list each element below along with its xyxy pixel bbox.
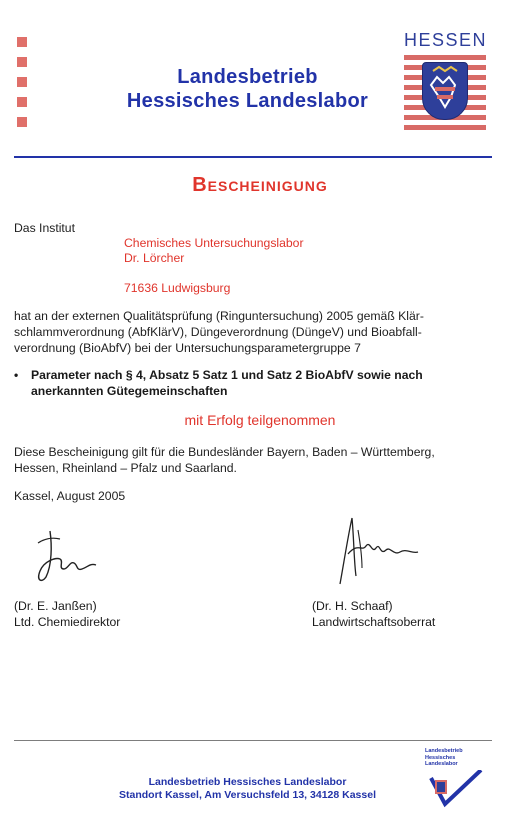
signature-right-icon [318, 512, 428, 592]
body-line: verordnung (BioAbfV) bei der Untersuchungsparametergruppe 7 [14, 341, 361, 355]
parameter-bullet [31, 368, 471, 399]
signatory-left-name: (Dr. E. Janßen) [14, 599, 97, 613]
body-line: hat an der externen Qualitätsprüfung (Ringuntersuchung) 2005 gemäß Klär- [14, 309, 424, 323]
footer-line2: Standort Kassel, Am Versuchsfeld 13, 34128 Kassel [119, 789, 376, 801]
badge-text [425, 748, 463, 768]
recipient-person: Dr. Lörcher [124, 251, 185, 265]
signatory-left [14, 598, 120, 630]
signatory-right-name: (Dr. H. Schaaf) [312, 599, 393, 613]
body-line: schlammverordnung (AbfKlärV), Düngeverordnung (DüngeV) und Bioabfall- [14, 325, 422, 339]
bullet-line: anerkannten Gütegemeinschaften [31, 383, 228, 398]
decor-square [17, 57, 27, 67]
decor-square [17, 37, 27, 47]
bullet-line: Parameter nach § 4, Absatz 5 Satz 1 und Satz 2 BioAbfV sowie nach [31, 368, 423, 382]
footer-line1: Landesbetrieb Hessisches Landeslabor [148, 776, 347, 788]
org-name-line1: Landesbetrieb [177, 66, 318, 88]
signature-left-icon [30, 525, 105, 590]
lab-badge-logo [425, 748, 485, 810]
state-name: HESSEN [404, 30, 488, 50]
signatory-left-role: Ltd. Chemiedirektor [14, 615, 121, 629]
signatory-right-role: Landwirtschaftsoberrat [312, 615, 436, 629]
footer-divider [14, 740, 492, 741]
validity-line: Hessen, Rheinland – Pfalz und Saarland. [14, 461, 237, 475]
validity-line: Diese Bescheinigung gilt für die Bundesländer Bayern, Baden – Württemberg, [14, 445, 435, 459]
org-name-line2: Hessisches Landeslabor [126, 90, 369, 112]
result-statement: mit Erfolg teilgenommen [184, 412, 336, 428]
header-divider [14, 156, 492, 158]
place-date: Kassel, August 2005 [14, 489, 126, 503]
intro-text: Das Institut [14, 221, 75, 235]
badge-line: Landeslabor [425, 761, 458, 767]
hessen-crest-icon [404, 52, 486, 132]
decor-square [17, 97, 27, 107]
decor-square [17, 77, 27, 87]
document-title: Bescheinigung [192, 174, 328, 196]
decor-square [17, 117, 27, 127]
badge-line: Landesbetrieb [425, 748, 463, 754]
recipient-name: Chemisches Untersuchungslabor [124, 236, 304, 250]
signatory-right [312, 598, 435, 630]
bullet-icon: • [14, 368, 19, 382]
recipient-address: 71636 Ludwigsburg [124, 281, 231, 295]
badge-line: Hessisches [425, 754, 456, 761]
badge-check-icon [425, 770, 485, 810]
